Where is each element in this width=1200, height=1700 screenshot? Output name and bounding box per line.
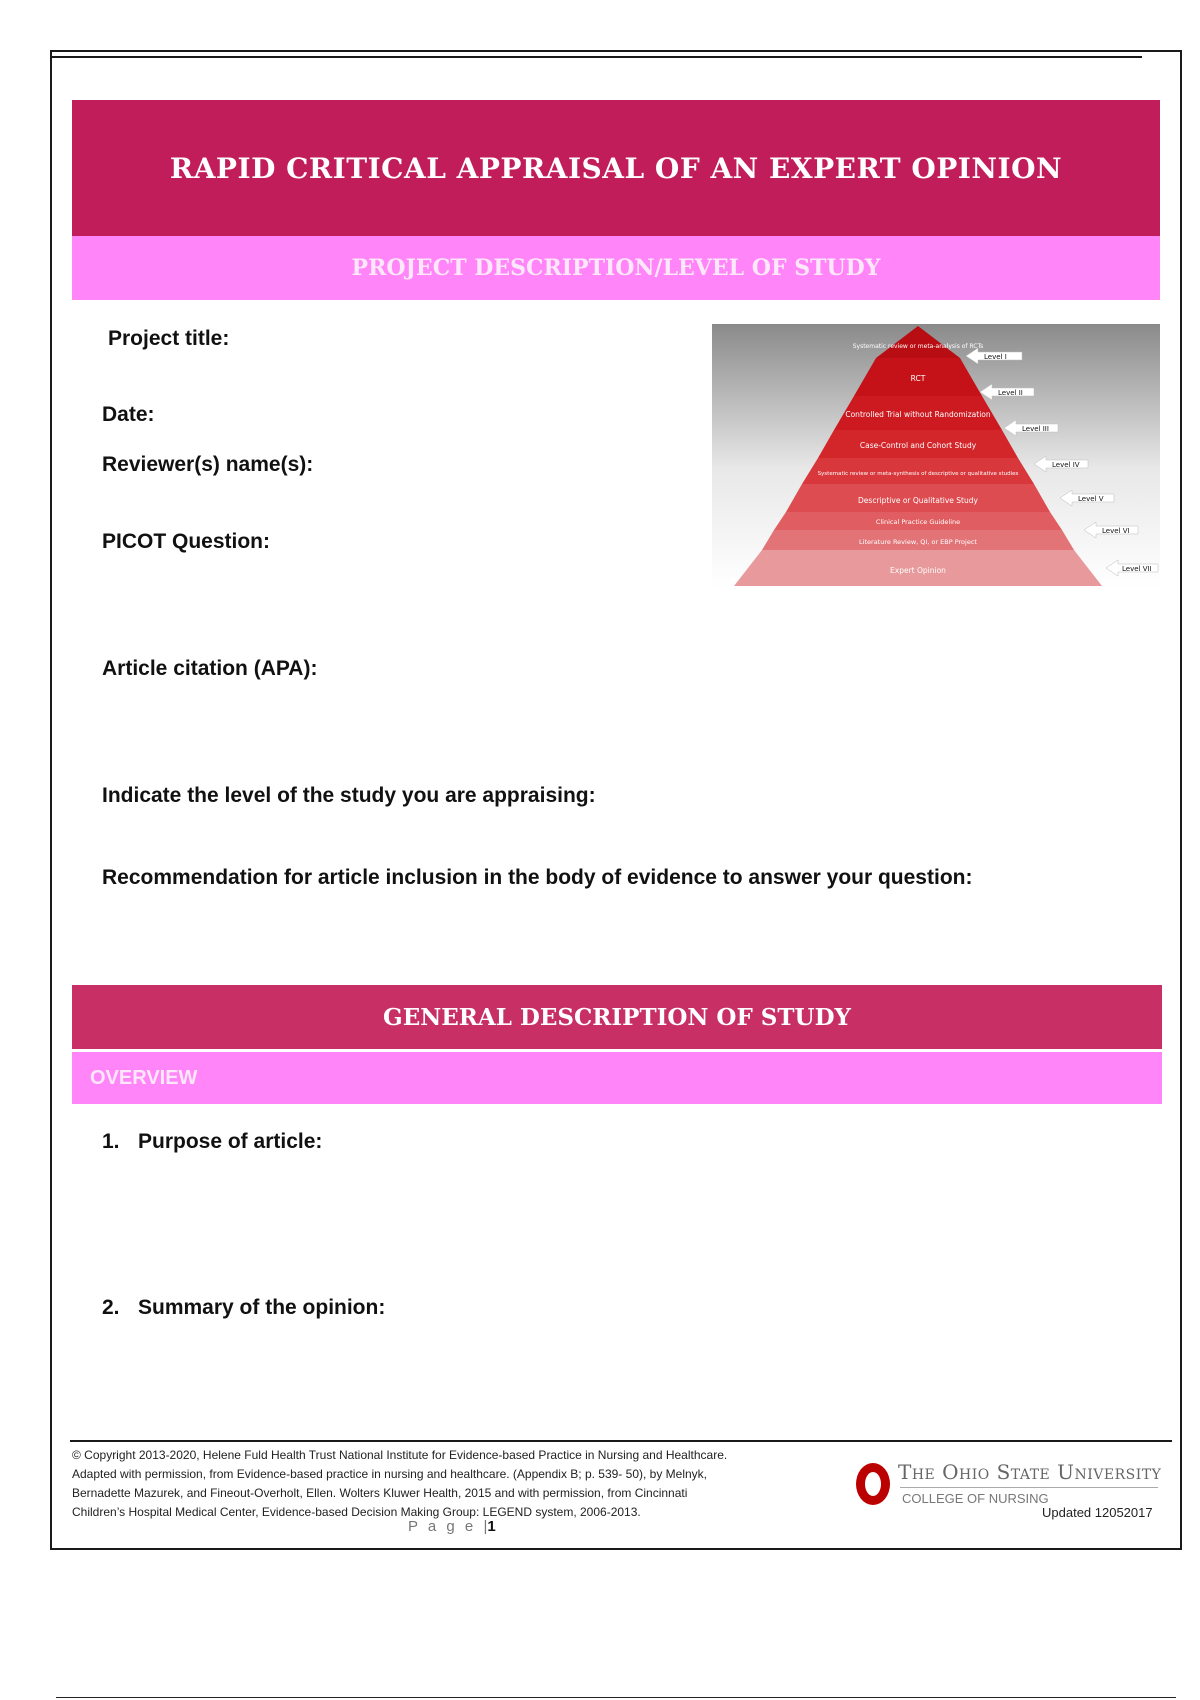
copyright-notice [72,1446,852,1522]
project-title-label: Project title: [108,327,230,350]
general-description-banner [72,985,1162,1049]
purpose-label: Purpose of article: [138,1130,323,1153]
level-5-label: Level V [1078,495,1104,503]
level-6-label: Level VI [1102,527,1130,535]
general-description-title: GENERAL DESCRIPTION OF STUDY [383,1003,851,1031]
subtitle-banner [72,236,1160,300]
page-indicator: P a g e |1 [408,1518,496,1535]
pyramid-tier-5: Systematic review or meta-synthesis of descriptive or qualitative studies [817,471,1019,477]
section-subtitle: PROJECT DESCRIPTION/LEVEL OF STUDY [351,255,881,281]
university-name: The Ohio State University [898,1460,1162,1484]
item-2-number: 2. [102,1296,120,1319]
pyramid-tier-7: Clinical Practice Guideline [875,518,961,526]
level-3-label: Level III [1022,425,1049,433]
recommendation-label: Recommendation for article inclusion in the body of evidence to answer your question: [102,866,973,889]
page-number: 1 [487,1518,496,1535]
osu-block-o-logo [853,1460,893,1508]
title-banner [72,100,1160,236]
updated-date: Updated 12052017 [1042,1505,1153,1520]
document-title: RAPID CRITICAL APPRAISAL OF AN EXPERT OPINION [169,151,1063,185]
copyright-line: Adapted with permission, from Evidence-based practice in nursing and healthcare. (Appendix B; p. 539- 50), by Melnyk, [72,1467,708,1481]
copyright-line: Bernadette Mazurek, and Fineout-Overholt, Ellen. Wolters Kluwer Health, 2015 and with permission, from Cincinnati [72,1486,688,1500]
pyramid-tier-9: Expert Opinion [890,566,946,575]
evidence-pyramid [712,324,1160,588]
item-1-number: 1. [102,1130,120,1153]
pyramid-tier-3: Controlled Trial without Randomization [845,410,991,419]
level-1-label: Level I [984,353,1007,361]
page-label: P a g e [408,1518,477,1535]
pyramid-tier-4: Case-Control and Cohort Study [859,441,977,450]
copyright-line: © Copyright 2013-2020, Helene Fuld Health Trust National Institute for Evidence-based Practice in Nursing and Healthcare. [72,1448,728,1462]
bottom-rule [56,1697,1176,1698]
summary-label: Summary of the opinion: [138,1296,386,1319]
pyramid-tier-6: Descriptive or Qualitative Study [858,496,978,505]
citation-label: Article citation (APA): [102,657,318,680]
university-divider [900,1487,1158,1488]
copyright-line: Children’s Hospital Medical Center, Evidence-based Decision Making Group: LEGEND system, 2006-2013. [72,1505,641,1519]
reviewers-label: Reviewer(s) name(s): [102,453,314,476]
pyramid-tier-8: Literature Review, QI, or EBP Project [859,538,977,546]
overview-title: OVERVIEW [90,1066,198,1089]
date-label: Date: [102,403,155,426]
level-4-label: Level IV [1052,461,1080,469]
footer-rule [70,1440,1172,1442]
pyramid-tier-1: Systematic review or meta-analysis of RCTs [852,343,984,350]
level-label: Indicate the level of the study you are appraising: [102,784,596,807]
pyramid-tier-2: RCT [910,374,926,383]
overview-banner [72,1052,1162,1104]
picot-label: PICOT Question: [102,530,270,553]
top-rule [52,56,1142,58]
level-7-label: Level VII [1122,565,1152,573]
college-name: COLLEGE OF NURSING [902,1491,1049,1506]
level-2-label: Level II [998,389,1023,397]
